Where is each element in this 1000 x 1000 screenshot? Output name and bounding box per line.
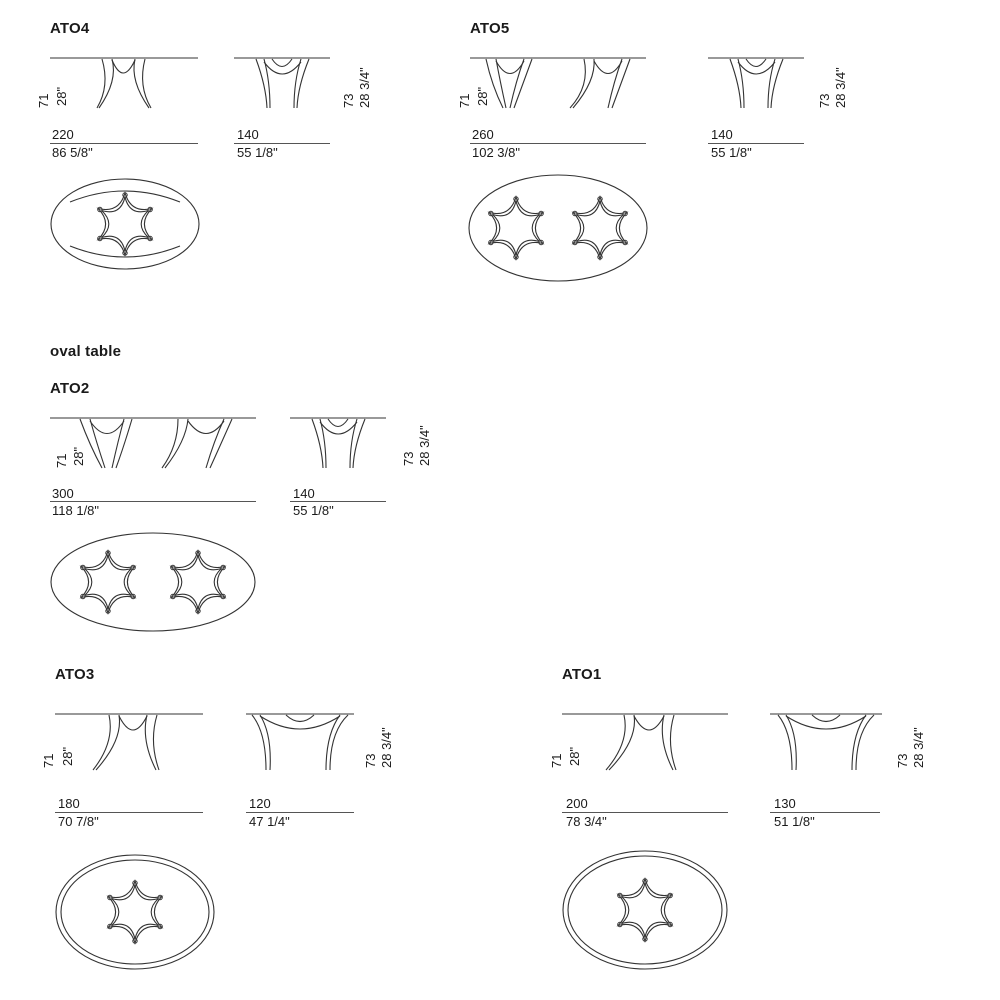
height-in-a: 28" xyxy=(71,446,86,466)
length-cm: 200 xyxy=(566,796,588,811)
width-cm: 120 xyxy=(249,796,271,811)
width-in: 55 1/8" xyxy=(237,145,278,160)
top-plan xyxy=(562,850,732,972)
height-in-a: 28" xyxy=(60,746,75,766)
height-cm-a: 71 xyxy=(549,753,564,768)
pedestal-base-outline xyxy=(573,197,627,259)
length-cm: 300 xyxy=(52,486,74,501)
model-label: ATO5 xyxy=(470,20,510,37)
width-in: 51 1/8" xyxy=(774,814,815,829)
height-cm-b: 73 xyxy=(817,93,832,108)
length-cm: 180 xyxy=(58,796,80,811)
top-plan xyxy=(50,532,260,632)
height-in-a: 28" xyxy=(475,86,490,106)
front-elevation xyxy=(50,56,200,112)
height-in-b: 28 3/4" xyxy=(833,67,848,108)
length-in: 86 5/8" xyxy=(52,145,93,160)
dimension-line xyxy=(770,812,880,813)
pedestal-base-outline xyxy=(81,551,135,613)
pedestal-base-inner-outline xyxy=(85,555,132,609)
length-in: 102 3/8" xyxy=(472,145,520,160)
height-cm-a: 71 xyxy=(457,93,472,108)
side-elevation xyxy=(290,416,390,472)
section-heading-oval-table: oval table xyxy=(50,343,122,360)
height-cm-b: 73 xyxy=(363,753,378,768)
width-cm: 130 xyxy=(774,796,796,811)
dimension-line xyxy=(50,143,198,144)
model-label: ATO4 xyxy=(50,20,90,37)
pedestal-base-inner-outline xyxy=(175,555,222,609)
model-label: ATO1 xyxy=(562,666,602,683)
pedestal-base-inner-outline xyxy=(112,885,159,939)
model-label: ATO2 xyxy=(50,380,90,397)
height-in-b: 28 3/4" xyxy=(417,425,432,466)
side-elevation xyxy=(234,56,334,112)
pedestal-base-inner-outline xyxy=(577,201,624,255)
model-label: ATO3 xyxy=(55,666,95,683)
dimension-line xyxy=(234,143,330,144)
dimension-line xyxy=(50,501,256,502)
dimension-line xyxy=(290,501,386,502)
front-elevation xyxy=(562,712,732,774)
width-in: 55 1/8" xyxy=(711,145,752,160)
dimension-line xyxy=(470,143,646,144)
dimension-line xyxy=(562,812,728,813)
side-elevation xyxy=(770,712,886,774)
length-in: 78 3/4" xyxy=(566,814,607,829)
pedestal-base-outline xyxy=(489,197,543,259)
height-cm-a: 71 xyxy=(36,93,51,108)
front-elevation xyxy=(470,56,650,112)
height-in-b: 28 3/4" xyxy=(911,727,926,768)
width-in: 55 1/8" xyxy=(293,503,334,518)
length-cm: 220 xyxy=(52,127,74,142)
pedestal-base-outline xyxy=(171,551,225,613)
height-cm-b: 73 xyxy=(401,451,416,466)
top-plan xyxy=(468,174,650,282)
width-cm: 140 xyxy=(237,127,259,142)
side-elevation xyxy=(246,712,358,774)
height-cm-a: 71 xyxy=(41,753,56,768)
height-in-a: 28" xyxy=(54,86,69,106)
height-in-b: 28 3/4" xyxy=(357,67,372,108)
height-in-b: 28 3/4" xyxy=(379,727,394,768)
pedestal-base-outline xyxy=(98,193,152,255)
height-cm-b: 73 xyxy=(341,93,356,108)
length-in: 118 1/8" xyxy=(52,503,100,518)
length-in: 70 7/8" xyxy=(58,814,99,829)
pedestal-base-inner-outline xyxy=(493,201,540,255)
width-cm: 140 xyxy=(711,127,733,142)
pedestal-base-inner-outline xyxy=(622,883,669,937)
side-elevation xyxy=(708,56,808,112)
pedestal-base-outline xyxy=(108,881,162,943)
length-cm: 260 xyxy=(472,127,494,142)
pedestal-base-outline xyxy=(618,879,672,941)
height-in-a: 28" xyxy=(567,746,582,766)
width-cm: 140 xyxy=(293,486,315,501)
front-elevation xyxy=(55,712,207,774)
height-cm-a: 71 xyxy=(54,453,69,468)
height-cm-b: 73 xyxy=(895,753,910,768)
dimension-line xyxy=(246,812,354,813)
top-plan xyxy=(55,854,217,972)
dimension-line xyxy=(55,812,203,813)
dimension-line xyxy=(708,143,804,144)
top-plan xyxy=(50,178,200,272)
pedestal-base-inner-outline xyxy=(102,197,149,251)
width-in: 47 1/4" xyxy=(249,814,290,829)
